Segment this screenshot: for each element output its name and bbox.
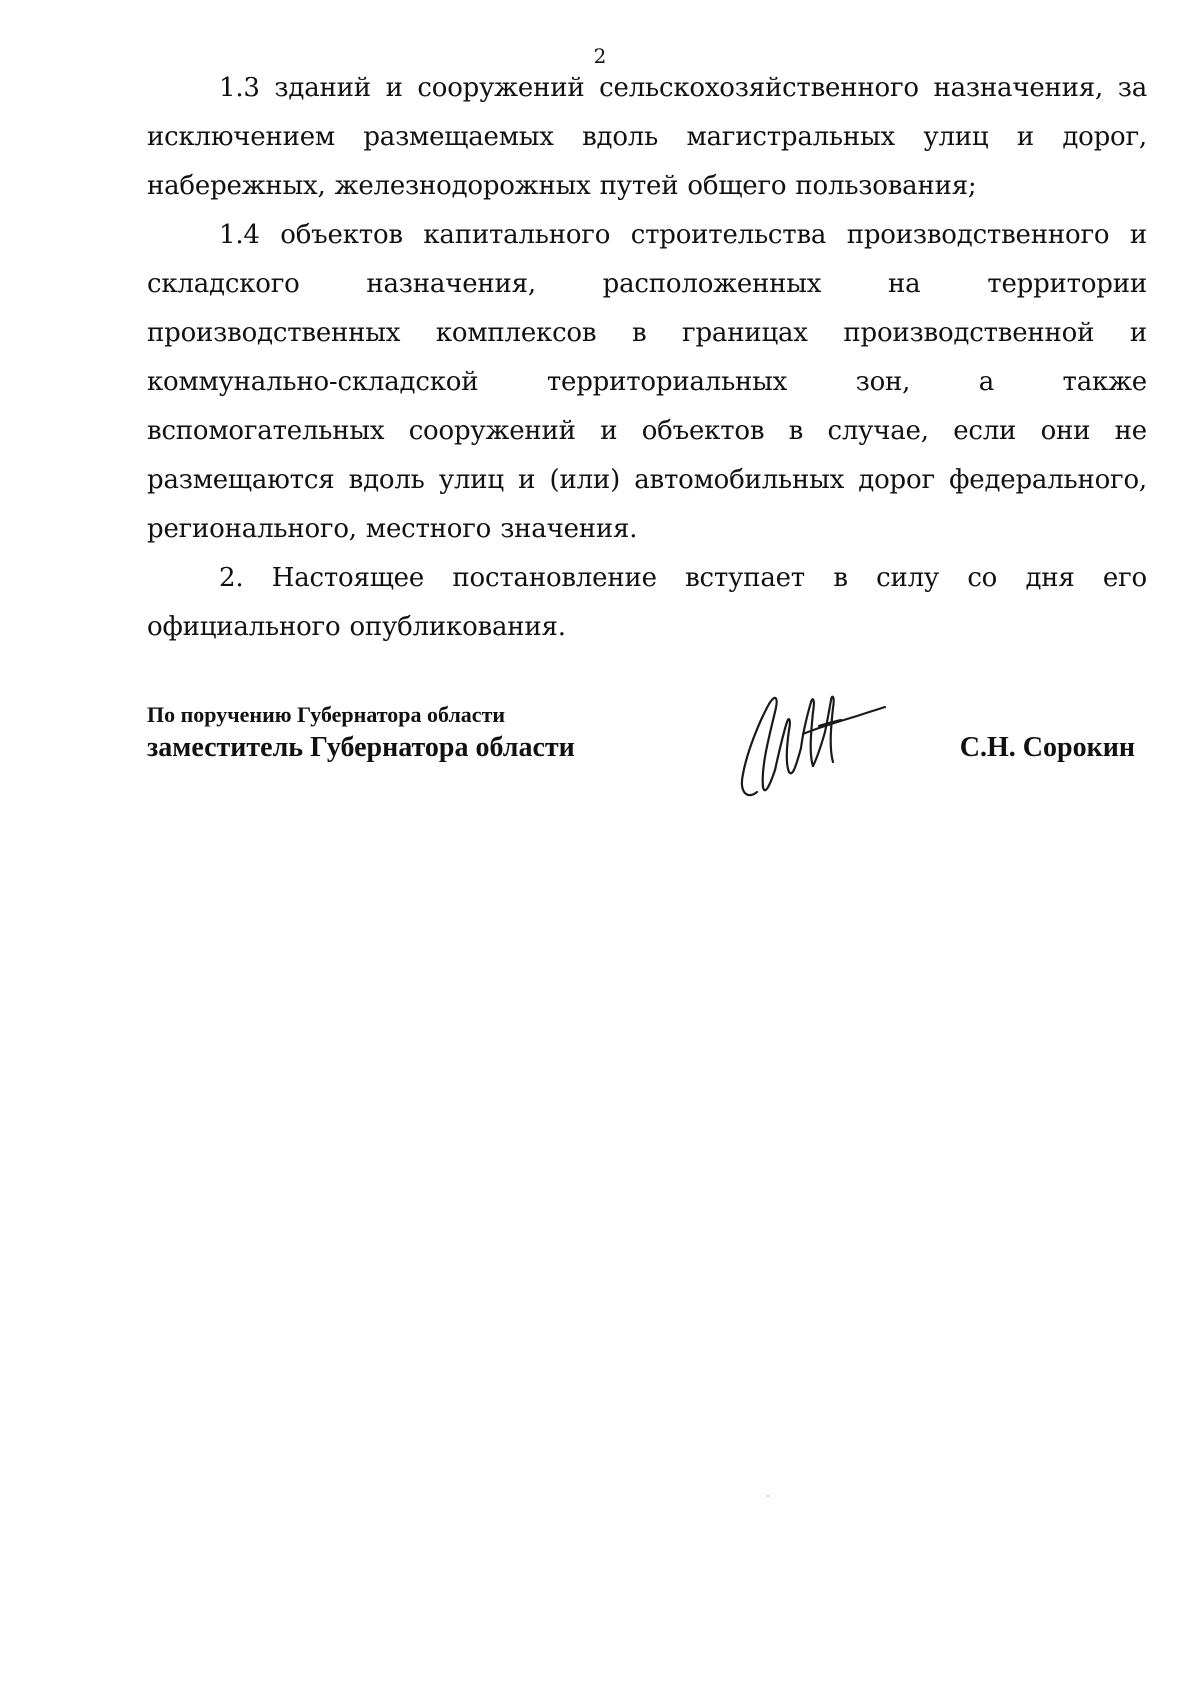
signatory-name: С.Н. Сорокин [959,732,1135,763]
signature-block [147,700,1147,820]
document-body [147,64,1147,652]
handwritten-signature-icon [717,682,887,807]
paragraph-1-4: 1.4 объектов капитального строительства производственного и складского назначения, расположенных на территории производственных комплексов в границах производственной и коммунально-складской территориальных зон, а также вспомогательных сооружений и объектов в случае, если они не размещаются вдоль улиц и (или) автомобильных дорог федерального, регионального, местного значения. [147,220,1147,544]
paragraph-2: 2. Настоящее постановление вступает в силу со дня его официального опубликования. [147,563,1147,642]
signatory-position: заместитель Губернатора области [147,732,575,763]
scan-speck [767,1495,769,1497]
paragraph-1-3: 1.3 зданий и сооружений сельскохозяйственного назначения, за исключением размещаемых вдоль магистральных улиц и дорог, набережных, железнодорожных путей общего пользования; [147,73,1147,201]
signatory-authority-line: По поручению Губернатора области [147,702,506,727]
page-number: 2 [593,44,607,68]
